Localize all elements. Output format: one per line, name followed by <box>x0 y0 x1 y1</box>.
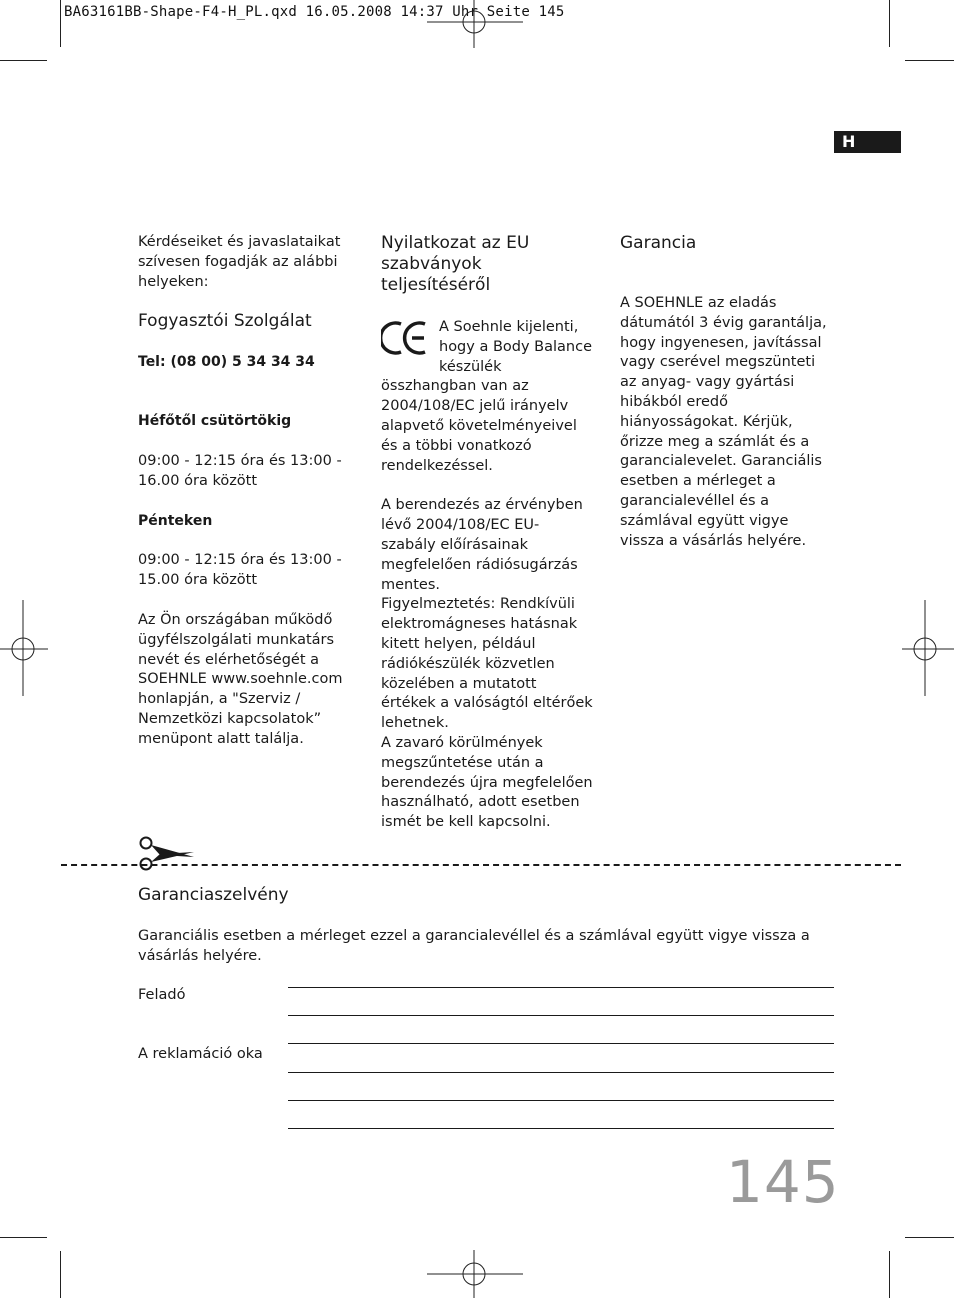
radio-text: A berendezés az érvényben lévő 2004/108/EC EU-szabály előírásainak megfelelően rádiósugárzás mentes. <box>381 497 583 593</box>
coupon-title: Garanciaszelvény <box>138 885 289 905</box>
contact-info: Az Ön országában működő ügyfélszolgálati munkatárs nevét és elérhetőségét a SOEHNLE www.soehnle.com honlapján, a "Szerviz / Nemzetközi kapcsolatok” menüpont alatt találja. <box>138 611 343 747</box>
weekday-title: Héfőtől csütörtökig <box>138 413 292 430</box>
registration-mark-icon <box>427 0 523 48</box>
reason-line[interactable] <box>288 1128 834 1129</box>
conformity-title: Nyilatkozat az EU szabványok teljesítéséről <box>381 233 530 295</box>
crop-mark <box>889 0 890 47</box>
phone-number: Tel: (08 00) 5 34 34 34 <box>138 354 315 371</box>
friday-hours: 09:00 - 12:15 óra és 13:00 - 15.00 óra között <box>138 552 342 589</box>
warranty-text: A SOEHNLE az eladás dátumától 3 évig garantálja, hogy ingyenesen, javítással vagy cserével megszünteti az anyag- vagy gyártási hibákból eredő hiányosságokat. Kérjük, őrizze meg a számlát és a garancialevelet. Garanciális esetben a mérleget a garancialevéllel és a számlával együtt vigye vissza a vásárlás helyére. <box>620 295 827 549</box>
print-slug: BA63161BB-Shape-F4-H_PL.qxd 16.05.2008 14:37 Uhr Seite 145 <box>64 4 565 20</box>
sender-label: Feladó <box>138 987 186 1003</box>
crop-mark <box>905 60 954 61</box>
crop-mark <box>889 1251 890 1298</box>
warranty-column <box>620 233 835 551</box>
reason-line[interactable] <box>288 1043 834 1044</box>
registration-mark-icon <box>0 600 48 696</box>
cut-line <box>61 864 901 866</box>
friday-title: Pénteken <box>138 512 213 529</box>
reason-label: A reklamáció oka <box>138 1046 263 1062</box>
contact-column <box>138 233 343 750</box>
reason-line[interactable] <box>288 1072 834 1073</box>
page-number: 145 <box>726 1148 840 1216</box>
crop-mark <box>0 60 47 61</box>
coupon-instructions: Garanciális esetben a mérleget ezzel a garancialevéllel és a számlával együtt vigye vissza a vásárlás helyére. <box>138 928 810 964</box>
reason-line[interactable] <box>288 1100 834 1101</box>
crop-mark <box>60 0 61 47</box>
language-tab: H <box>834 131 901 153</box>
conformity-column <box>381 233 593 833</box>
crop-mark <box>60 1251 61 1298</box>
warning-text: Figyelmeztetés: Rendkívüli elektromágneses hatásnak kitett helyen, például rádiókészülék közvetlen közelében a mutatott értékek a valóságtól eltérőek lehetnek. <box>381 596 593 732</box>
ce-mark-icon <box>381 320 429 356</box>
crop-mark <box>905 1237 954 1238</box>
weekday-hours: 09:00 - 12:15 óra és 13:00 - 16.00 óra között <box>138 452 342 489</box>
registration-mark-icon <box>902 600 954 696</box>
scissors-icon <box>136 834 196 874</box>
intro-text: Kérdéseiket és javaslataikat szívesen fogadják az alábbi helyeken: <box>138 234 341 290</box>
warranty-title: Garancia <box>620 233 697 253</box>
ce-declaration: A Soehnle kijelenti, hogy a Body Balance készülék összhangban van az 2004/108/EC jelű irányelv alapvető követelményeivel és a többi vonatkozó rendelkezéssel. <box>381 319 592 474</box>
restart-text: A zavaró körülmények megszűntetése után a berendezés újra megfelelően használható, adott esetben ismét be kell kapcsolni. <box>381 734 593 831</box>
crop-mark <box>0 1237 47 1238</box>
sender-line[interactable] <box>288 987 834 988</box>
sender-line[interactable] <box>288 1015 834 1016</box>
service-title: Fogyasztói Szolgálat <box>138 311 312 332</box>
registration-mark-icon <box>427 1250 523 1298</box>
